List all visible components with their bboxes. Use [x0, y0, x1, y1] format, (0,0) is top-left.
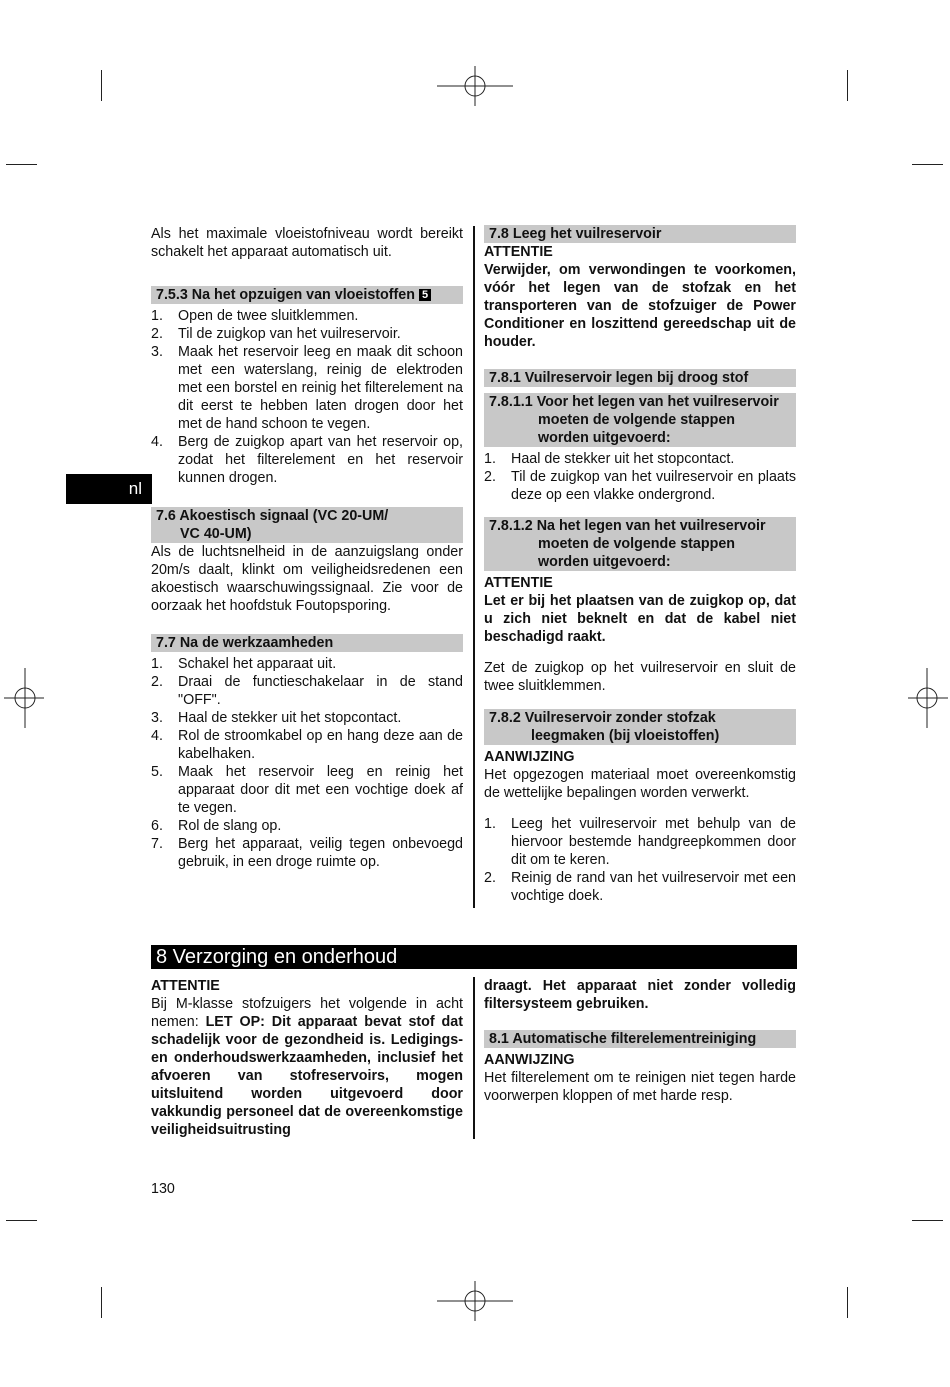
section-title: 7.8.1 Vuilreservoir legen bij droog stof — [489, 370, 749, 386]
list-item: 2. Reinig de rand van het vuilreservoir met een vochtige doek. — [484, 870, 796, 904]
steps-list-7-5-3 — [151, 307, 463, 487]
chapter-heading: 8 Verzorging en onderhoud — [151, 945, 797, 969]
figure-number-badge: 5 — [419, 289, 431, 301]
right-column-top — [484, 225, 796, 905]
section-title: 7.8.2 Vuilreservoir zonder stofzak — [489, 710, 716, 726]
section-title-continued: moeten de volgende stappen — [538, 536, 736, 552]
section-heading-7-8-2 — [484, 709, 796, 745]
note-label: AANWIJZING — [484, 749, 575, 765]
list-item: 3. Haal de stekker uit het stopcontact. — [151, 710, 402, 726]
list-item: 4. Berg de zuigkop apart van het reservoir op, zodat het filterelement en het reservoir kunnen drogen. — [151, 434, 463, 486]
section-heading-7-8 — [484, 225, 796, 243]
section-title-continued: moeten de volgende stappen — [538, 412, 736, 428]
section-title: 8.1 Automatische filterelementreiniging — [489, 1031, 757, 1047]
column-divider — [473, 226, 475, 908]
section-text-7-8-1-2: Zet de zuigkop op het vuilreservoir en sluit de twee sluitklemmen. — [484, 660, 796, 694]
attention-label: ATTENTIE — [151, 978, 220, 994]
section-text-8-1: Het filterelement om te reinigen niet tegen harde voorwerpen kloppen of met harde resp. — [484, 1070, 796, 1104]
list-item: 2. Til de zuigkop van het vuilreservoir. — [151, 326, 401, 342]
language-tab: nl — [66, 474, 152, 504]
left-column-top — [151, 225, 463, 871]
chapter8-left-column — [151, 977, 463, 1139]
section-title-continued: worden uitgevoerd: — [538, 554, 671, 570]
section-title: 7.6 Akoestisch signaal (VC 20-UM/ — [156, 508, 389, 524]
chapter8-right-column — [484, 977, 796, 1105]
page-number: 130 — [151, 1181, 175, 1197]
crop-mark — [6, 1220, 37, 1221]
warning-intro: Bij M-klasse stofzuigers het volgende in acht nemen: — [151, 996, 463, 1030]
list-item: 7. Berg het apparaat, veilig tegen onbevoegd gebruik, in een droge ruimte op. — [151, 836, 463, 870]
intro-text: Als het maximale vloeistofniveau wordt bereikt schakelt het apparaat automatisch uit. — [151, 226, 463, 260]
list-item: 1. Open de twee sluitklemmen. — [151, 308, 359, 324]
crop-mark — [6, 164, 37, 165]
registration-mark-icon — [908, 668, 948, 728]
list-item: 1. Haal de stekker uit het stopcontact. — [484, 451, 735, 467]
section-title: 7.8.1.2 Na het legen van het vuilreservoir — [489, 518, 766, 534]
list-item: 6. Rol de slang op. — [151, 818, 282, 834]
section-title-continued: leegmaken (bij vloeistoffen) — [531, 728, 720, 744]
list-item: 2. Til de zuigkop van het vuilreservoir en plaats deze op een vlakke ondergrond. — [484, 469, 796, 503]
registration-mark-icon — [437, 1281, 513, 1321]
steps-list-7-8-2 — [484, 815, 796, 905]
section-heading-7-8-1 — [484, 369, 796, 387]
section-title-continued: worden uitgevoerd: — [538, 430, 671, 446]
section-heading-8-1 — [484, 1030, 796, 1048]
section-heading-7-5-3 — [151, 286, 463, 304]
warning-bold-text: LET OP: Dit apparaat bevat stof dat schadelijk voor de gezondheid is. Ledigings- en onderhoudswerkzaamheden, inclusief het afvoeren van stofreservoirs, mogen uitsluitend worden uitgevoerd door vakkundig personeel dat de overeenkomstige veiligheidsuitrusting — [151, 1014, 463, 1138]
column-divider — [473, 977, 475, 1139]
crop-mark — [847, 70, 848, 101]
warning-text-7-8-1-2: Let er bij het plaatsen van de zuigkop op, dat u zich niet beknelt en dat de kabel niet beschadigd raakt. — [484, 593, 796, 645]
list-item: 3. Maak het reservoir leeg en maak dit schoon met een waterslang, reinig de elektroden met een borstel en reinig het filterelement na dit eerst te hebben laten drogen door het met de hand schoon te vegen. — [151, 344, 463, 432]
registration-mark-icon — [4, 668, 44, 728]
section-heading-7-7 — [151, 634, 463, 652]
list-item: 5. Maak het reservoir leeg en reinig het apparaat door dit met een vochtige doek af te vegen. — [151, 764, 463, 816]
chapter8-warning — [151, 995, 463, 1139]
crop-mark — [912, 1220, 943, 1221]
section-title-continued: VC 40-UM) — [180, 526, 252, 542]
list-item: 1. Leeg het vuilreservoir met behulp van de hiervoor bestemde handgreepkommen door dit om te keren. — [484, 816, 796, 868]
attention-label: ATTENTIE — [484, 575, 553, 591]
section-title: 7.7 Na de werkzaamheden — [156, 635, 334, 651]
crop-mark — [101, 70, 102, 101]
section-text-7-6: Als de luchtsnelheid in de aanzuigslang onder 20m/s daalt, klinkt om veiligheidsredenen een akoestisch waarschuwingssignaal. Zie voor de oorzaak het hoofdstuk Foutopsporing. — [151, 544, 463, 614]
warning-text-7-8: Verwijder, om verwondingen te voorkomen, vóór het legen van de stofzak en het transporteren van de stofzuiger de Power Conditioner en loszittend gereedschap uit de houder. — [484, 262, 796, 350]
steps-list-7-8-1-1 — [484, 450, 796, 504]
attention-label: ATTENTIE — [484, 244, 553, 260]
note-label: AANWIJZING — [484, 1052, 575, 1068]
list-item: 2. Draai de functieschakelaar in de stand "OFF". — [151, 674, 463, 708]
crop-mark — [912, 164, 943, 165]
section-title: 7.8.1.1 Voor het legen van het vuilreservoir — [489, 394, 779, 410]
list-item: 4. Rol de stroomkabel op en hang deze aan de kabelhaken. — [151, 728, 463, 762]
section-heading-7-8-1-1 — [484, 393, 796, 447]
section-heading-7-6 — [151, 507, 463, 543]
chapter8-warning-continued: draagt. Het apparaat niet zonder volledig filtersysteem gebruiken. — [484, 978, 796, 1012]
note-text-7-8-2: Het opgezogen materiaal moet overeenkomstig de wettelijke bepalingen worden verwerkt. — [484, 767, 796, 801]
section-title: 7.8 Leeg het vuilreservoir — [489, 226, 662, 242]
crop-mark — [101, 1287, 102, 1318]
section-title: 7.5.3 Na het opzuigen van vloeistoffen — [156, 287, 415, 303]
section-heading-7-8-1-2 — [484, 517, 796, 571]
steps-list-7-7 — [151, 655, 463, 871]
registration-mark-icon — [437, 66, 513, 106]
list-item: 1. Schakel het apparaat uit. — [151, 656, 337, 672]
crop-mark — [847, 1287, 848, 1318]
